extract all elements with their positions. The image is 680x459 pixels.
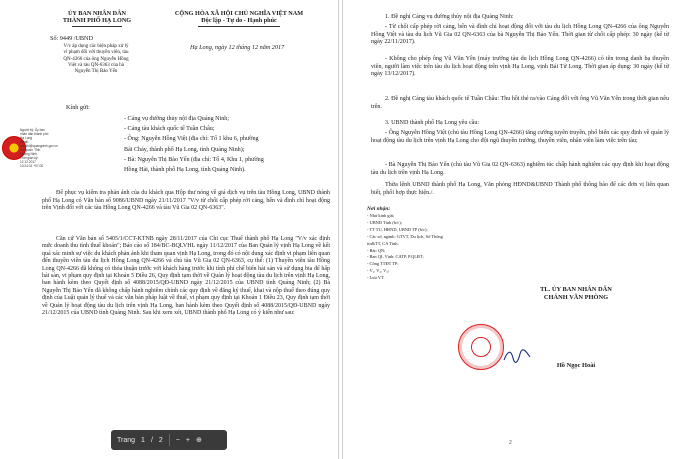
recipient-item: - Ông: Nguyễn Hồng Việt (địa chỉ: Tổ 1 khu 6, phường bbox=[124, 136, 259, 143]
document-subject bbox=[38, 44, 154, 75]
signature-info-line: 13:24:31 +07:00 bbox=[20, 164, 44, 168]
paragraph-intro: Để phục vụ kiểm tra phản ánh của du khách qua Hộp thư nóng về giá dịch vụ trên tàu Hồng Long, UBND thành phố Hạ Long có Văn bản số 9086/UBND ngày 21/11/2017 "V/v từ chối cấp phép rời cảng, bến và đình chỉ hoạt động trên Vịnh đối với các tàu Hồng Long QN-4266 và tàu Vũ Gia 02 QN-6363". bbox=[42, 190, 330, 212]
subject-line: Nguyễn Thị Bảo Yến bbox=[74, 69, 118, 75]
page-separator: / bbox=[150, 436, 153, 444]
distribution-item: - Các sở, ngành: GTVT, Du lịch, Sở Thông bbox=[367, 233, 443, 239]
national-motto-2: Độc lập - Tự do - Hạnh phúc bbox=[201, 17, 277, 25]
signer-title-line: CHÁNH VĂN PHÒNG bbox=[543, 294, 609, 301]
signature-info-line: Người ký: Ủy ban bbox=[20, 128, 45, 132]
recipients-list bbox=[124, 114, 264, 175]
total-pages: 2 bbox=[158, 436, 163, 444]
signer-title-line: TL. ỦY BAN NHÂN DÂN bbox=[540, 286, 612, 293]
document-date: Hạ Long, ngày 12 tháng 12 năm 2017 bbox=[190, 44, 285, 51]
recipient-item: Hồng Hải, thành phố Hạ Long, tỉnh Quảng Ninh). bbox=[124, 167, 246, 174]
page-number: 2 bbox=[509, 440, 512, 446]
signature-info-line: Thời gian ký: bbox=[20, 156, 39, 160]
paragraph-basis: Căn cứ Văn bản số 5405/1/CCT-KTNB ngày 28/11/2017 của Chi cục Thuế thành phố Hạ Long "V/v xác định mức doanh thu tính thuế khoán"; Báo cáo số 184/BC-BQLVHL ngày 11/12/2017 của Ban Quản lý vịnh Hạ Long về kết quả xác minh sự việc du khách phản ánh khi tham quan vịnh Hạ Long, trong đó có nội dung xác định vi phạm liên quan đến thuyền viên tàu du lịch Hồng Long QN-4266 và chủ tàu Vũ Gia 02 QN-6363, cụ thể: (1) Thuyền viên tàu Hồng Long QN-4266 đã không có thỏa thuận trước với khách hàng trước khi tính phí chế biến hải sản và sử dụng bia để hấp hải sản, vi phạm quy định tại Khoản 5 Điều 26, Quy định tạm thời về Quản lý hoạt động tàu du lịch trên vịnh Hạ Long, ban hành kèm theo Quyết định số 4088/2015/QĐ-UBND ngày 21/12/2015 của UBND tỉnh Quảng Ninh; (2) Bà Nguyễn Thị Bảo Yến đã không chấp hành nghiêm chỉnh các quy định về đăng ký thuế, khai và nộp thuế theo đúng quy định của Luật quản lý thuế và các văn bản pháp luật về thuế, vi phạm quy định tại Khoản 1 Điều 23, Quy định tạm thời về Quản lý hoạt động tàu du lịch trên vịnh Hạ Long, ban hành kèm theo Quyết định số 4088/2015/QĐ-UBND ngày 21/12/2015 của UBND tỉnh Quảng Ninh. Sau khi xem xét, UBND thành phố Hạ Long có ý kiến như sau: bbox=[42, 236, 330, 317]
subject-line: QN-4266 của ông Nguyễn Hồng bbox=[63, 56, 129, 62]
subject-line: Việt và tàu QN-6363 của bà bbox=[68, 62, 124, 68]
toolbar-divider bbox=[169, 434, 170, 446]
distribution-item: - Báo QN; bbox=[367, 247, 386, 253]
digital-signature-info bbox=[20, 128, 58, 186]
distribution-item: - V₁, V₂, V₃; bbox=[367, 268, 390, 274]
recipient-item: - Cảng tàu khách quốc tế Tuần Châu; bbox=[124, 126, 215, 133]
signer-title bbox=[511, 286, 641, 302]
item-2-port: 2. Đề nghị Cảng tàu khách quốc tế Tuần Châu: Thu hồi thẻ ra/vào Cảng đối với ông Vũ Văn Yên trong thời gian nêu trên. bbox=[371, 96, 669, 110]
distribution-item: - UBND Tỉnh (b/c); bbox=[367, 219, 402, 225]
pdf-page-toolbar bbox=[111, 430, 227, 450]
recipient-item: Bãi Cháy, thành phố Hạ Long, tỉnh Quảng Ninh); bbox=[124, 146, 245, 153]
item-1-title: 1. Đề nghị Cảng vụ đường thủy nội địa Quảng Ninh: bbox=[385, 14, 514, 20]
item-3-owner-yen: - Bà Nguyễn Thị Bảo Yến (chủ tàu Vũ Gia 02 QN-6363) nghiêm túc chấp hành nghiêm các quy định khi hoạt động tàu du lịch trên vịnh Hạ Long. bbox=[371, 162, 669, 176]
item-1-crew-ban: - Không cho phép ông Vũ Văn Yên (máy trưởng tàu du lịch Hồng Long QN-4266) có tên trong danh bạ thuyền viên, người làm việc trên tàu du lịch hoạt động trên vịnh Hạ Long, vịnh Bái Tử Long. Thời gian áp dụng: 30 ngày (kể từ ngày 13/12/2017). bbox=[371, 56, 669, 78]
document-page-2 bbox=[342, 0, 680, 459]
distribution-item: - Ban QL Vịnh; CATP, P.QLĐT; bbox=[367, 254, 424, 260]
distribution-item: tin&TT, CA Tỉnh; bbox=[367, 240, 399, 246]
signature-info-line: ubndhl@quangninh.gov.vn bbox=[20, 144, 58, 148]
page-label: Trang bbox=[117, 436, 136, 444]
national-header bbox=[150, 10, 328, 25]
national-motto-1: CỘNG HÒA XÃ HỘI CHỦ NGHĨA VIỆT NAM bbox=[174, 10, 304, 17]
recipient-item: - Bà: Nguyễn Thị Bảo Yến (địa chỉ: Tổ 4, Khu 1, phường bbox=[124, 156, 264, 163]
distribution-title: Nơi nhận: bbox=[367, 206, 391, 212]
recipient-item: - Cảng vụ đường thủy nội địa Quảng Ninh; bbox=[124, 116, 230, 122]
motto-underline bbox=[198, 26, 280, 27]
distribution-item: - Công TTĐT TP; bbox=[367, 261, 399, 267]
signature-info-line: Hạ Long bbox=[20, 136, 33, 140]
subject-line: V/v áp dụng các biện pháp xử lý bbox=[63, 44, 129, 49]
distribution-item: - Lưu VT. bbox=[367, 275, 385, 281]
recipients-title: Kính gửi: bbox=[66, 104, 90, 111]
signature-info-line: Quảng Ninh bbox=[20, 152, 38, 156]
issuer-line-1: ỦY BAN NHÂN DÂN bbox=[67, 10, 127, 17]
item-1-refuse-license: - Từ chối cấp phép rời cảng, bến và đình chỉ hoạt động đối với tàu du lịch Hồng Long QN-4266 của ông Nguyễn Hồng Việt và tàu du lịch Vũ Gia 02 QN-6363 của bà Nguyễn Thị Bảo Yến. Thời gian từ chối cấp phép: 30 ngày (kể từ ngày 22/11/2017). bbox=[371, 24, 669, 46]
current-page-input[interactable]: 1 bbox=[141, 436, 145, 444]
official-red-seal-icon bbox=[458, 324, 504, 370]
signature-info-line: Email: bbox=[20, 140, 29, 144]
zoom-out-icon[interactable]: − bbox=[175, 436, 180, 444]
signature-info-line: 12.12.2017 bbox=[20, 160, 36, 164]
zoom-in-icon[interactable]: + bbox=[185, 436, 190, 444]
signer-name: Hồ Ngọc Hoài bbox=[556, 362, 596, 369]
signature-info-line: Cơ quan: Tỉnh bbox=[20, 148, 41, 152]
handwritten-signature-icon bbox=[502, 348, 532, 364]
document-page-1 bbox=[0, 0, 339, 459]
closing-notice: Thừa lệnh UBND thành phố Hạ Long, Văn phòng HĐND&UBND Thành phố thông báo để các đơn vị liên quan biết, phối hợp thực hiện./. bbox=[371, 182, 669, 196]
document-number: Số: 9449 /UBND bbox=[50, 35, 93, 42]
fit-page-icon[interactable]: ⊕ bbox=[195, 437, 202, 444]
distribution-list bbox=[367, 213, 443, 282]
item-3-owner-viet: - Ông Nguyễn Hồng Việt (chủ tàu Hồng Long QN-4266) tăng cường tuyên truyền, phổ biến các quy định về quản lý hoạt động tàu du lịch trên vịnh Hạ Long cho đội ngũ thuyền trưởng, thuyền viên, nhân viên làm việc trên tàu; bbox=[371, 130, 669, 144]
distribution-item: - Như kính gửi; bbox=[367, 213, 395, 218]
issuer-line-2: THÀNH PHỐ HẠ LONG bbox=[62, 17, 132, 25]
distribution-item: - TT TU, HĐND, UBND TP (b/c); bbox=[367, 226, 428, 232]
subject-line: vi phạm đối với thuyền viên, tàu bbox=[63, 50, 129, 56]
item-3-title: 3. UBND thành phố Hạ Long yêu cầu: bbox=[385, 120, 480, 126]
issuer-underline bbox=[72, 26, 122, 27]
signature-info-line: nhân dân thành phố bbox=[20, 132, 49, 136]
issuer-header bbox=[38, 10, 156, 25]
